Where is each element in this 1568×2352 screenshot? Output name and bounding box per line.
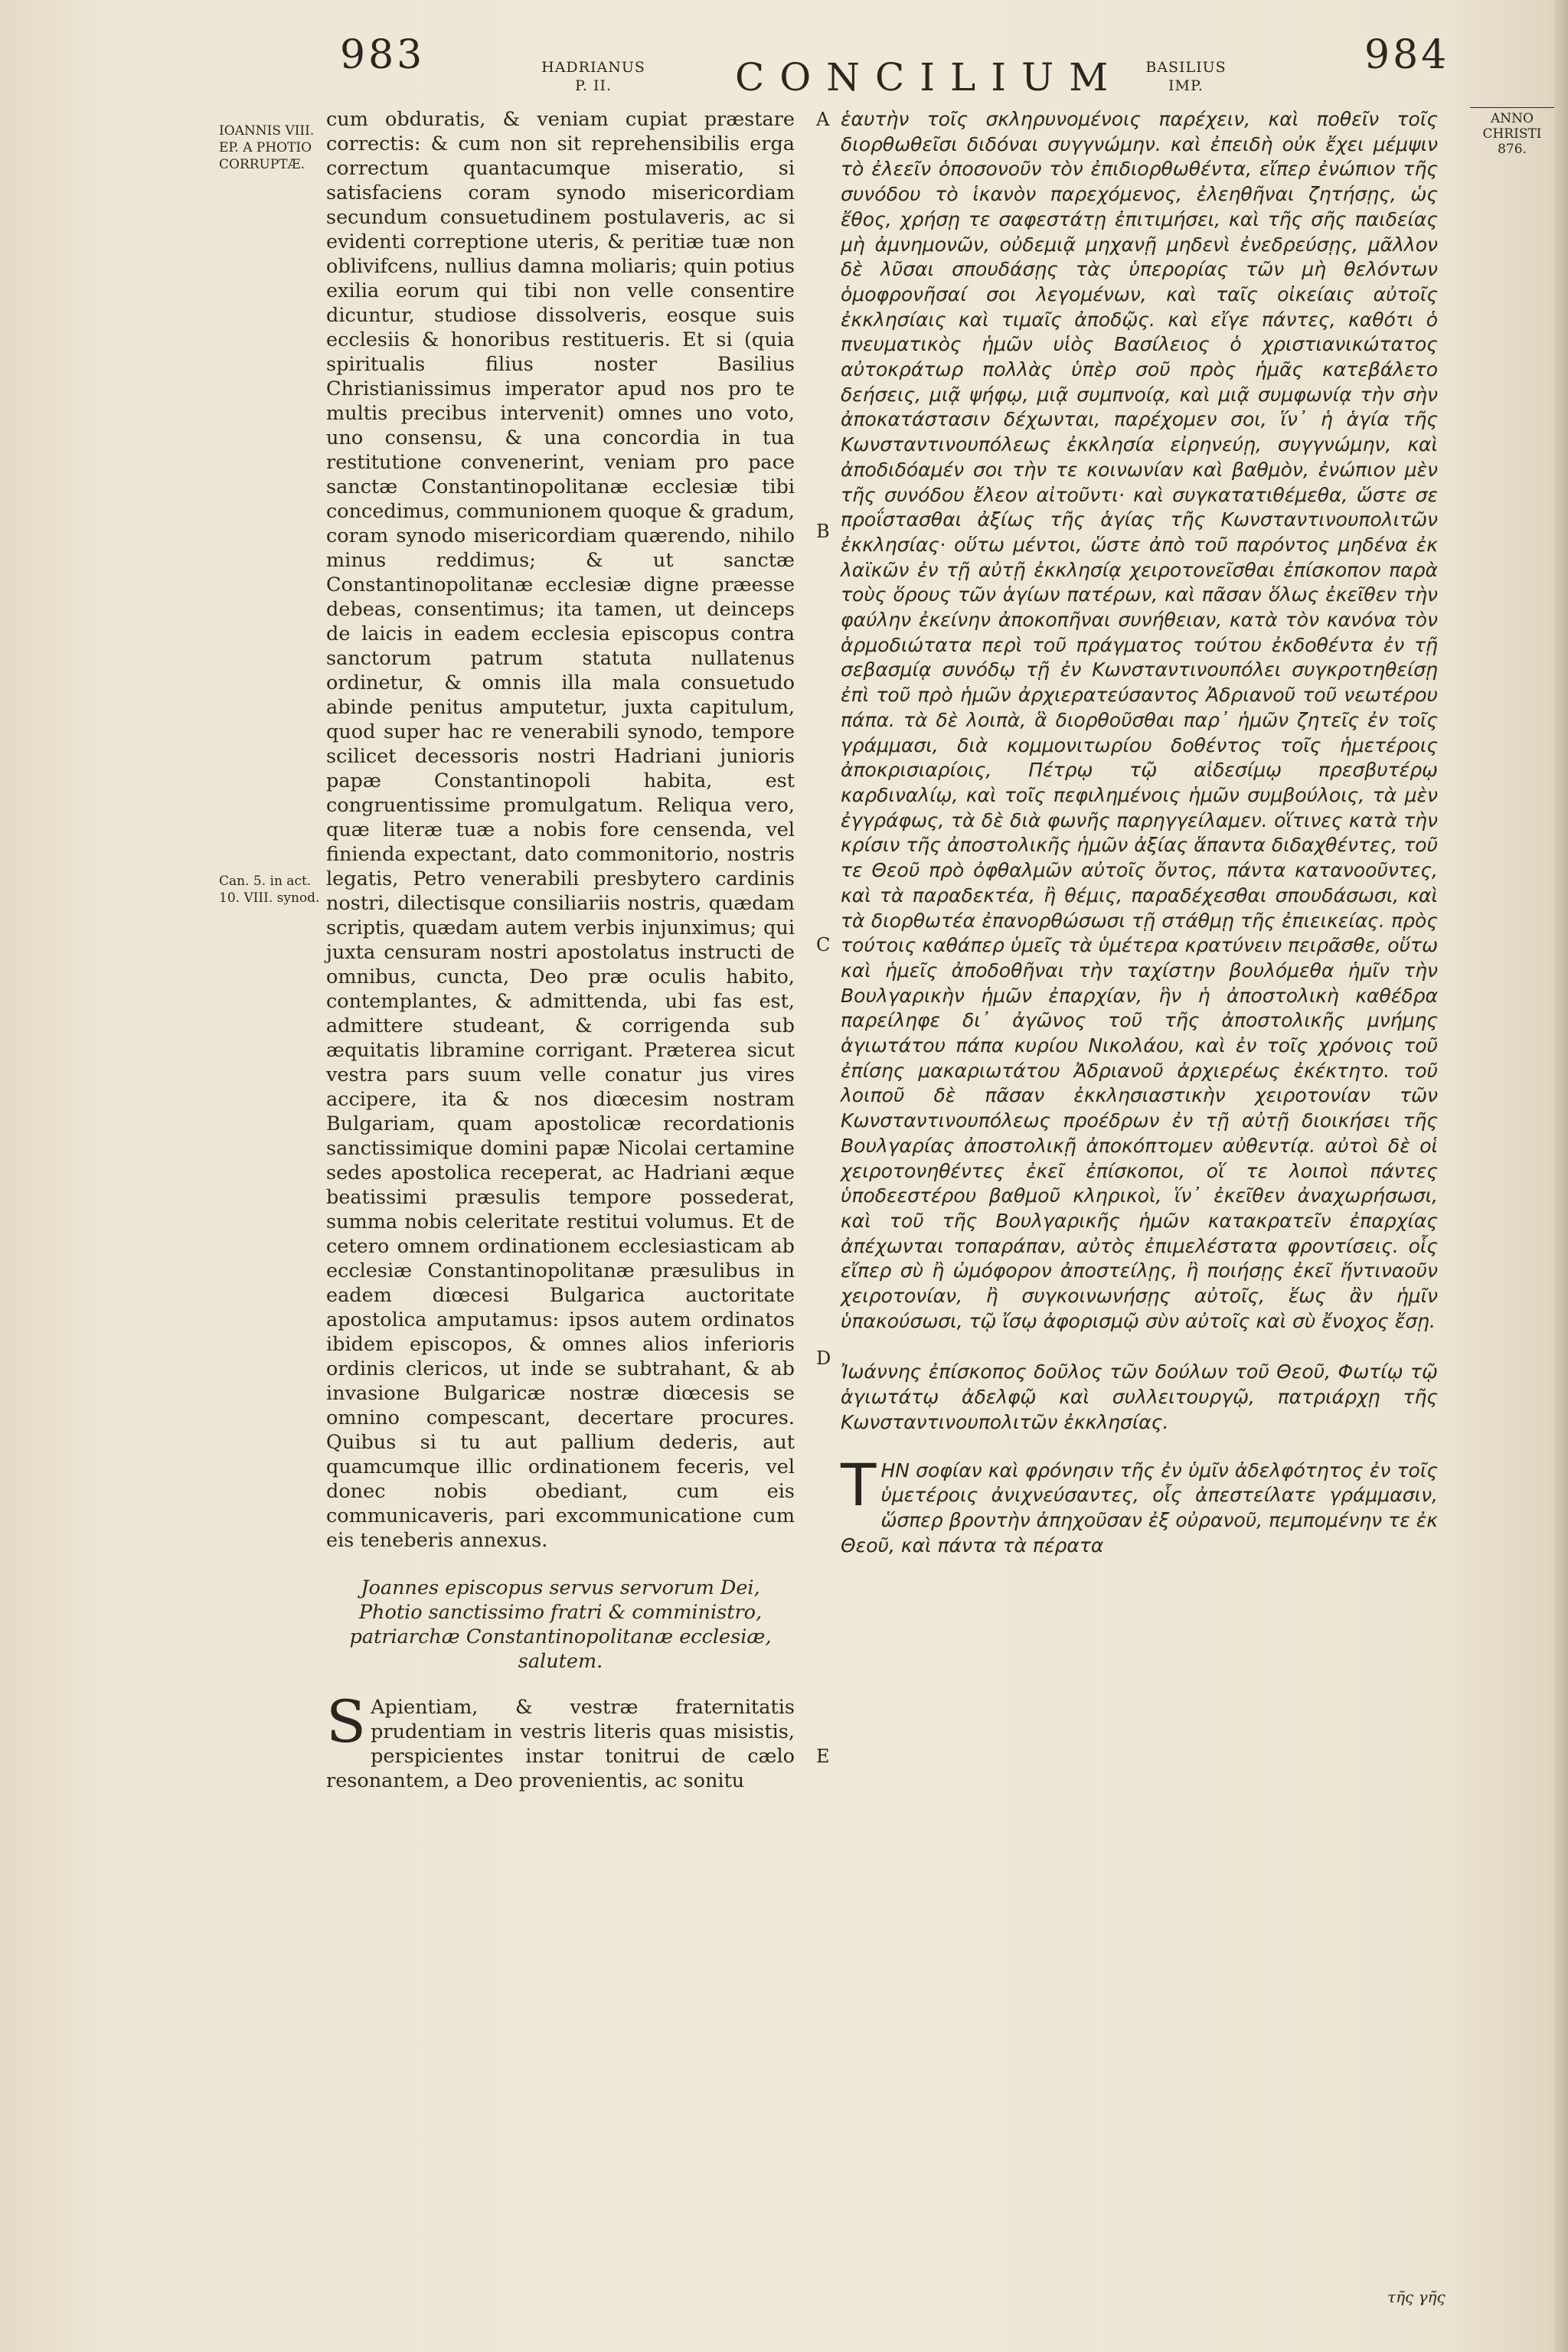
- greek-column: [841, 107, 1438, 1558]
- latin-body: cum obduratis, & veniam cupiat præstare correctis: & cum non sit reprehensibilis erga correctum quantacumque miseratio, si satisfaciens coram synodo misericordiam secundum consuetudinem postulaveris, ac si evidenti correptione uteris, & peritiæ tuæ non oblivifcens, nullius damna moliaris; quin potius exilia eorum qui tibi non velle consentire dicuntur, studiose dissolveris, eosque suis ecclesiis & honoribus restitueris. Et si (quia spiritualis filius noster Basilius Christianissimus imperator apud nos pro te multis precibus intervenit) omnes uno voto, uno consensu, & una concordia in tua restitutione convenerint, veniam pro pace sanctæ Constantinopolitanæ ecclesiæ tibi concedimus, communionem quoque & gradum, coram synodo misericordiam quærendo, nihilo minus reddimus; & ut sanctæ Constantinopolitanæ ecclesiæ digne præesse debeas, consentimus; ita tamen, ut deinceps de laicis in eadem ecclesia episcopus contra sanctorum patrum statuta nullatenus ordinetur, & omnis illa mala consuetudo abinde penitus amputetur, juxta capitulum, quod super hac re venerabili synodo, tempore scilicet decessoris nostri Hadriani junioris papæ Constantinopoli habita, est congruentissime promulgatum. Reliqua vero, quæ literæ tuæ a nobis fore censenda, vel finienda expectant, dato commonitorio, nostris legatis, Petro venerabili presbytero cardinis nostri, dilectisque consiliariis nostris, quædam scriptis, quædam autem verbis injunximus; qui juxta censuram nostri apostolatus instructi de omnibus, cuncta, Deo præ oculis habito, contemplantes, & admittenda, ubi fas est, admittere studeant, & corrigenda sub æquitatis libramine corrigant. Præterea sicut vestra pars suum velle conatur jus vires accipere, ita & nos diœcesim nostram Bulgariam, quam apostolicæ recordationis sanctissimique domini papæ Nicolai certamine sedes apostolica receperat, ac Hadriani æque beatissimi præsulis tempore possederat, summa nobis celeritate restitui volumus. Et de cetero omnem ordinationem ecclesiasticam ab ecclesiæ Constantinopolitanæ præsulibus in eadem diœcesi Bulgarica auctoritate apostolica amputamus: ipsos autem ordinatos ibidem episcopos, & omnes alios inferioris ordinis clericos, ut inde se subtrahant, & ab invasione Bulgaricæ nostræ diœcesis se omnino compescant, decertare procures. Quibus si tu aut pallium dederis, aut quamcumque illic ordinationem feceris, vel donec nobis obediant, cum eis communicaveris, pari excommunicatione cum eis teneberis annexus.: [326, 108, 795, 1552]
- margin-note-top: IOANNIS VIII. EP. A PHOTIO CORRUPTÆ.: [219, 123, 315, 172]
- greek-body: ἑαυτὴν τοῖς σκληρυνομένοις παρέχειν, καὶ ποθεῖν τοῖς διορθωθεῖσι διδόναι συγγνώμην. καὶ ἐπειδὴ οὐκ ἔχει μέμψιν τὸ ἐλεεῖν ὁποσονοῦν τὸν ἐπιδιορθωθέντα, εἴπερ ἐνώπιον τῆς συνόδου τὸ ἱκανὸν παρεχόμενος, ἐλεηθῆναι ζητήσῃς, ὡς ἔθος, χρήσῃ τε σαφεστάτῃ ἐπιτιμήσει, καὶ τῆς σῆς παιδείας μὴ ἀμνημονῶν, οὐδεμιᾷ μηχανῇ μηδενὶ ἐνεδρεύσῃς, μᾶλλον δὲ λῦσαι σπουδάσῃς τὰς ὑπερορίας τῶν μὴ θελόντων ὁμοφρονῆσαί σοι λεγομένων, καὶ ταῖς οἰκείαις αὐτοῖς ἐκκλησίαις καὶ τιμαῖς ἀποδῷς. καὶ εἴγε πάντες, καθότι ὁ πνευματικὸς ἡμῶν υἱὸς Βασίλειος ὁ χριστιανικώτατος αὐτοκράτωρ πολλὰς ὑπὲρ σοῦ πρὸς ἡμᾶς κατεβάλετο δεήσεις, μιᾷ ψήφῳ, μιᾷ συμπνοίᾳ, καὶ μιᾷ συμφωνίᾳ τὴν σὴν ἀποκατάστασιν δέχωνται, παρέχομεν σοι, ἵν᾽ ἡ ἁγία τῆς Κωνσταντινουπόλεως ἐκκλησία εἰρηνεύῃ, συγγνώμην, καὶ ἀποδιδόαμέν σοι τὴν τε κοινωνίαν καὶ βαθμὸν, ἐνώπιον μὲν τῆς συνόδου ἔλεον αἰτοῦντι· καὶ συγκατατιθέμεθα, ὥστε σε προΐστασθαι ἀξίως τῆς ἁγίας τῆς Κωνσταντινουπολιτῶν ἐκκλησίας· οὕτω μέντοι, ὥστε ἀπὸ τοῦ παρόντος μηδένα ἐκ λαϊκῶν ἐν τῇ αὐτῇ ἐκκλησίᾳ χειροτονεῖσθαι ἐπίσκοπον παρὰ τοὺς ὅρους τῶν ἁγίων πατέρων, καὶ πᾶσαν ὅλως ἐκεῖθεν τὴν φαύλην ἐκείνην ἀποκοπῆναι συνήθειαν, κατὰ τὸν κανόνα τὸν ἁρμοδιώτατα περὶ τοῦ πράγματος τούτου ἐκδοθέντα ἐν τῇ σεβασμίᾳ συνόδῳ τῇ ἐν Κωνσταντινουπόλει συγκροτηθείσῃ ἐπὶ τοῦ πρὸ ἡμῶν ἀρχιερατεύσαντος Ἀδριανοῦ τοῦ νεωτέρου πάπα. τὰ δὲ λοιπὰ, ἃ διορθοῦσθαι παρ᾽ ἡμῶν ζητεῖς ἐν τοῖς γράμμασι, διὰ κομμονιτωρίου δοθέντος τοῖς ἡμετέροις ἀποκρισιαρίοις, Πέτρῳ τῷ αἰδεσίμῳ πρεσβυτέρῳ καρδιναλίῳ, καὶ τοῖς πεφιλημένοις ἡμῶν συμβούλοις, τὰ μὲν ἐγγράφως, τὰ δὲ διὰ φωνῆς παρηγγείλαμεν. οἵτινες κατὰ τὴν κρίσιν τῆς ἀποστολικῆς ἡμῶν ἀξίας ἅπαντα διδαχθέντες, τοῦ τε Θεοῦ πρὸ ὀφθαλμῶν αὐτοῖς ὄντος, πάντα κατανοοῦντες, καὶ τὰ παραδεκτέα, ἢ θέμις, παραδέχεσθαι σπουδάσωσι, καὶ τὰ διορθωτέα ἐπανορθώσωσι τῇ στάθμῃ τῆς ἐπιεικείας. πρὸς τούτοις καθάπερ ὑμεῖς τὰ ὑμέτερα κρατύνειν πειρᾶσθε, οὕτω καὶ ἡμεῖς ἀποδοθῆναι τὴν ταχίστην βουλόμεθα ἡμῖν τὴν Βουλγαρικὴν ἡμῶν ἐπαρχίαν, ἣν ἡ ἀποστολικὴ καθέδρα παρείληφε δι᾽ ἀγῶνος τοῦ τῆς ἀποστολικῆς μνήμης ἁγιωτάτου πάπα κυρίου Νικολάου, καὶ ἐν τοῖς χρόνοις τοῦ ἐπίσης μακαριωτάτου Ἀδριανοῦ ἀρχιερέως ἐκέκτητο. τοῦ λοιποῦ δὲ πᾶσαν ἐκκλησιαστικὴν χειροτονίαν τῶν Κωνσταντινουπόλεως προέδρων ἐν τῇ αὐτῇ διοικήσει τῆς Βουλγαρίας ἀποστολικῇ ἀποκόπτομεν αὐθεντίᾳ. αὐτοὶ δὲ οἱ χειροτονηθέντες ἐκεῖ ἐπίσκοποι, οἵ τε λοιποὶ πάντες ὑποδεεστέρου βαθμοῦ κληρικοὶ, ἵν᾽ ἐκεῖθεν ἀναχωρήσωσι, καὶ τοῦ τῆς Βουλγαρικῆς ἡμῶν κατακρατεῖν ἐπαρχίας ἀπέχωνται τοπαράπαν, αὐτὸς ἐπιμελέστατα φροντίσεις. οἷς εἴπερ σὺ ἢ ὠμόφορον ἀποστείλῃς, ἢ ποιήσῃς ἐκεῖ ἥντιναοῦν χειροτονίαν, ἢ συγκοινωνήσῃς αὐτοῖς, ἕως ἂν ἡμῖν ὑπακούσωσι, τῷ ἴσῳ ἀφορισμῷ σὺν αὐτοῖς καὶ σὺ ἔνοχος ἔσῃ.: [841, 108, 1438, 1332]
- greek-final-paragraph: [841, 1450, 1438, 1559]
- section-letter-e: E: [816, 1746, 830, 1767]
- section-letter-c: C: [816, 934, 831, 956]
- section-letter-b: B: [816, 521, 830, 542]
- latin-column: [326, 107, 795, 1793]
- header-left-label: HADRIANUS P. II.: [541, 59, 645, 94]
- latin-drop-cap: S: [326, 1687, 367, 1756]
- greek-drop-cap: Τ: [841, 1450, 877, 1519]
- latin-address: Joannes episcopus servus servorum Dei, Photio sanctissimo fratri & comministro, patriarchæ Constantinopolitanæ ecclesiæ, salutem.: [349, 1576, 772, 1673]
- running-title: CONCILIUM: [735, 55, 1124, 100]
- margin-note-year: ANNO CHRISTI 876.: [1470, 107, 1554, 157]
- section-letter-a: A: [816, 109, 830, 130]
- catchword: τῆς γῆς: [1387, 2288, 1446, 2306]
- page-number-left: 983: [340, 32, 426, 78]
- section-letter-d: D: [816, 1348, 831, 1369]
- greek-address: Ἰωάννης ἐπίσκοπος δοῦλος τῶν δούλων τοῦ Θεοῦ, Φωτίῳ τῷ ἁγιωτάτῳ ἀδελφῷ καὶ συλλειτουργῷ, πατριάρχῃ τῆς Κωνσταντινουπολιτῶν ἐκκλησίας.: [841, 1361, 1438, 1433]
- header-right-label: BASILIUS IMP.: [1145, 59, 1227, 94]
- latin-final-text: Apientiam, & vestræ fraternitatis prudentiam in vestris literis quas misistis, perspicientes instar tonitrui de cælo resonantem, a Deo provenientis, ac sonitu: [326, 1696, 795, 1792]
- margin-note-canon: Can. 5. in act. 10. VIII. synod.: [219, 874, 320, 906]
- page-number-right: 984: [1364, 32, 1450, 78]
- latin-final-paragraph: [326, 1687, 795, 1793]
- page-edge: [1554, 0, 1568, 2352]
- greek-final-text: ΗΝ σοφίαν καὶ φρόνησιν τῆς ἐν ὑμῖν ἀδελφότητος ἐν τοῖς ὑμετέροις ἀνιχνεύσαντες, οἷς ἀπεστείλατε γράμμασιν, ὥσπερ βροντὴν ἀπηχοῦσαν ἐξ οὐρανοῦ, πεμπομένην τε ἐκ Θεοῦ, καὶ πάντα τὰ πέρατα: [841, 1459, 1438, 1557]
